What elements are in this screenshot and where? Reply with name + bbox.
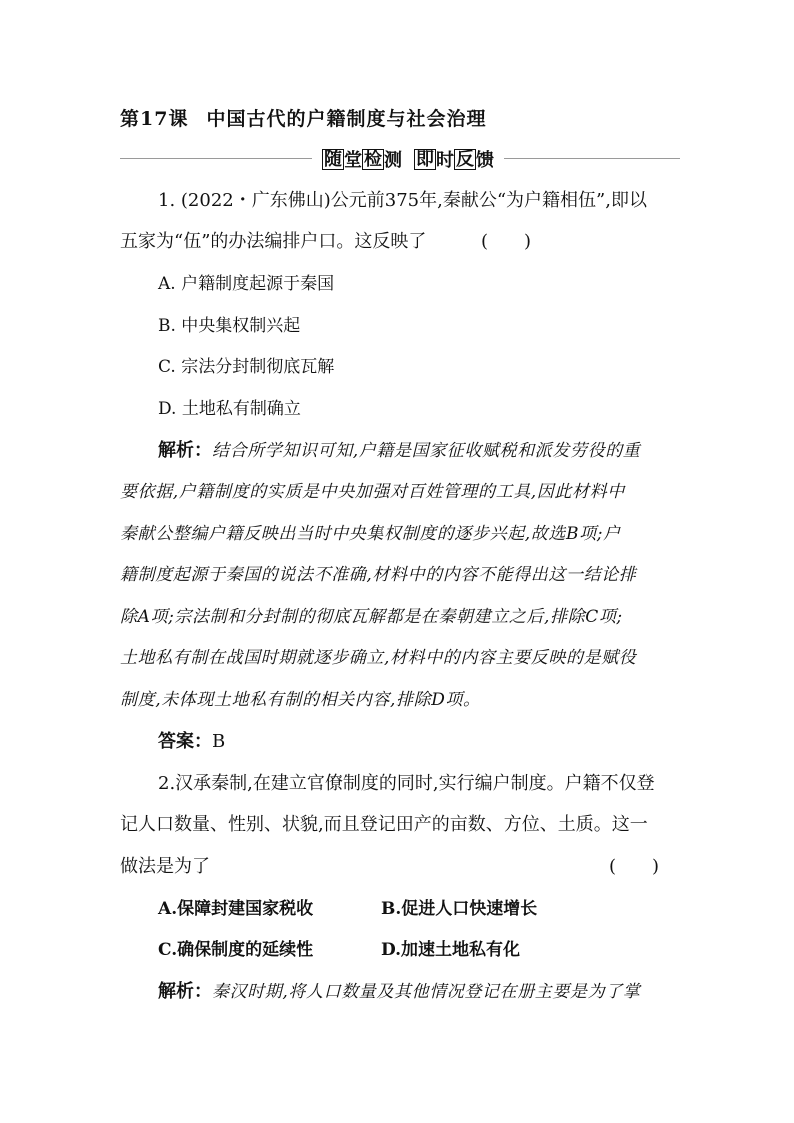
q2-stem-line: 记人口数量、性别、状貌,而且登记田产的亩数、方位、土质。这一 bbox=[120, 814, 648, 835]
q1-option-d: D. 土地私有制确立 bbox=[158, 399, 301, 419]
q2-analysis-label: 解析： bbox=[158, 981, 212, 1002]
section-char: 反 bbox=[456, 148, 474, 170]
q2-stem-line: 做法是为了 bbox=[120, 856, 210, 877]
section-char: 检 bbox=[364, 148, 382, 170]
q1-analysis-line: 除A项;宗法制和分封制的彻底瓦解都是在秦朝建立之后,排除C项; bbox=[120, 607, 623, 627]
q2-stem-line: 2.汉承秦制,在建立官僚制度的同时,实行编户制度。户籍不仅登 bbox=[158, 773, 655, 794]
q1-analysis-text: 结合所学知识可知,户籍是国家征收赋税和派发劳役的重 bbox=[212, 441, 641, 461]
section-char: 测 bbox=[384, 150, 402, 171]
q1-option-c: C. 宗法分封制彻底瓦解 bbox=[158, 357, 335, 377]
q2-option-b: B.促进人口快速增长 bbox=[381, 899, 538, 919]
q1-analysis-line: 土地私有制在战国时期就逐步确立,材料中的内容主要反映的是赋役 bbox=[120, 648, 637, 668]
section-char: 馈 bbox=[476, 150, 494, 171]
q2-option-a: A.保障封建国家税收 bbox=[158, 899, 314, 919]
q1-analysis-line: 籍制度起源于秦国的说法不准确,材料中的内容不能得出这一结论排 bbox=[120, 565, 637, 585]
q2-analysis-text: 秦汉时期,将人口数量及其他情况登记在册主要是为了掌 bbox=[212, 982, 641, 1002]
section-label bbox=[316, 145, 500, 173]
q2-analysis-first-line bbox=[158, 978, 680, 1006]
q2-option-d: D.加速土地私有化 bbox=[381, 940, 521, 960]
q1-answer-paren: ( ) bbox=[480, 231, 532, 252]
q1-answer-value: B bbox=[212, 731, 226, 752]
q1-stem-line: 1. (2022・广东佛山)公元前375年,秦献公“为户籍相伍”,即以 bbox=[158, 190, 647, 211]
q1-option-a: A. 户籍制度起源于秦国 bbox=[158, 274, 335, 294]
q1-answer-label: 答案： bbox=[158, 731, 212, 752]
q2-answer-paren: ( ) bbox=[608, 856, 660, 877]
section-divider-right bbox=[504, 158, 680, 159]
section-header bbox=[120, 145, 680, 173]
q1-analysis-line: 秦献公整编户籍反映出当时中央集权制度的逐步兴起,故选B项;户 bbox=[120, 524, 621, 544]
q1-stem-line: 五家为“伍”的办法编排户口。这反映了 bbox=[120, 231, 427, 252]
section-char: 时 bbox=[436, 150, 454, 171]
q2-option-c: C.确保制度的延续性 bbox=[158, 940, 314, 960]
q1-analysis-line: 要依据,户籍制度的实质是中央加强对百姓管理的工具,因此材料中 bbox=[120, 482, 625, 502]
section-char: 随 bbox=[324, 148, 342, 170]
q1-analysis-first-line bbox=[158, 437, 680, 465]
section-divider-left bbox=[120, 158, 312, 159]
q1-analysis-line: 制度,未体现土地私有制的相关内容,排除D项。 bbox=[120, 690, 481, 710]
section-char: 堂 bbox=[344, 150, 362, 171]
lesson-title bbox=[120, 104, 486, 131]
q1-analysis-label: 解析： bbox=[158, 440, 212, 461]
lesson-number: 第17课 bbox=[120, 108, 189, 130]
q1-answer bbox=[158, 728, 680, 756]
lesson-name: 中国古代的户籍制度与社会治理 bbox=[206, 108, 487, 130]
q1-option-b: B. 中央集权制兴起 bbox=[158, 316, 301, 336]
section-char: 即 bbox=[416, 148, 434, 170]
